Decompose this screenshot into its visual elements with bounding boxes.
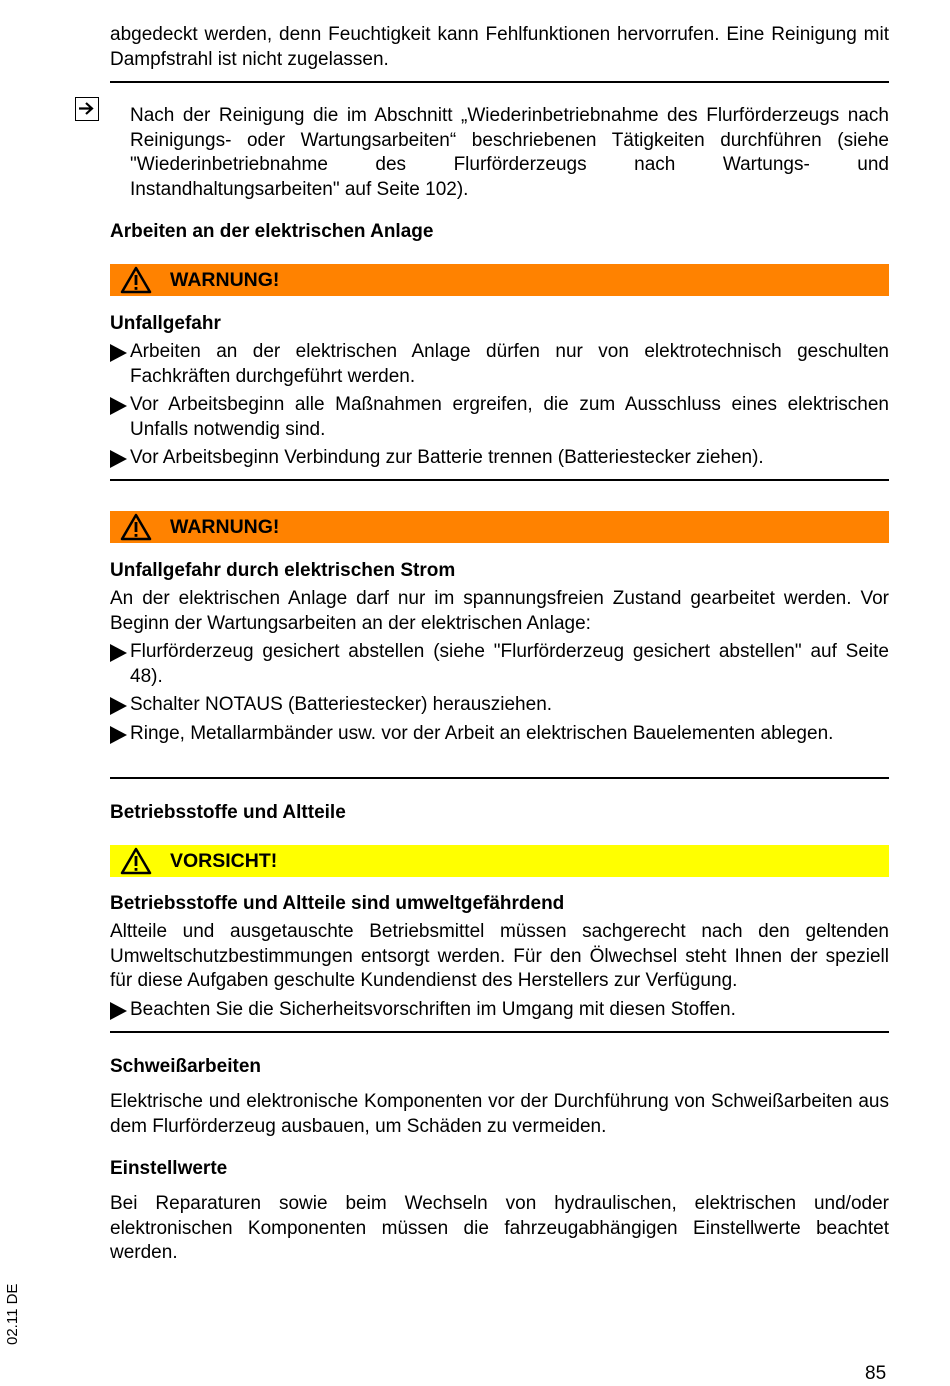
bullet-item: Ringe, Metallarmbänder usw. vor der Arbeit an elektrischen Bauelementen ablegen. <box>110 722 889 747</box>
bullet-item: Schalter NOTAUS (Batteriestecker) herausziehen. <box>110 693 889 718</box>
warning-triangle-icon <box>120 266 152 294</box>
settings-text: Bei Reparaturen sowie beim Wechseln von hydraulischen, elektrischen und/oder elektronischen Komponenten müssen die fahrzeugabhängigen Einstellwerte beachtet werden. <box>110 1193 889 1263</box>
intro-block <box>110 23 889 72</box>
bullet-arrow-icon <box>110 1002 127 1020</box>
divider <box>110 1031 889 1033</box>
caution-body <box>110 892 889 1022</box>
intro-paragraph: abgedeckt werden, denn Feuchtigkeit kann Fehlfunktionen hervorrufen. Eine Reinigung mit Dampfstrahl ist nicht zugelassen. <box>110 24 889 70</box>
section-heading-electrical: Arbeiten an der elektrischen Anlage <box>110 221 434 242</box>
caution-title: Betriebsstoffe und Altteile sind umweltgefährdend <box>110 893 565 914</box>
bullet-item: Flurförderzeug gesichert abstellen (siehe "Flurförderzeug gesichert abstellen" auf Seite 48). <box>110 640 889 689</box>
warning-triangle-icon <box>120 513 152 541</box>
edition-label: 02.11 DE <box>4 1283 21 1345</box>
section-welding <box>110 1055 889 1139</box>
section-heading-welding: Schweißarbeiten <box>110 1056 261 1077</box>
divider <box>110 479 889 481</box>
bullet-arrow-icon <box>110 697 127 715</box>
bullet-item: Beachten Sie die Sicherheitsvorschriften im Umgang mit diesen Stoffen. <box>110 998 889 1023</box>
caution-label: VORSICHT! <box>170 849 278 872</box>
page-number: 85 <box>865 1363 887 1384</box>
bullet-arrow-icon <box>110 644 127 662</box>
bullet-item: Vor Arbeitsbeginn alle Maßnahmen ergreifen, die zum Ausschluss eines elektrischen Unfalls notwendig sind. <box>110 393 889 442</box>
warning-title: Unfallgefahr <box>110 313 221 334</box>
section-settings <box>110 1157 889 1266</box>
warning-text: An der elektrischen Anlage darf nur im spannungsfreien Zustand gearbeitet werden. Vor Beginn der Wartungsarbeiten an der elektrischen Anlage: <box>110 588 889 634</box>
note-block <box>130 104 889 202</box>
divider <box>110 81 889 83</box>
bullet-item: Arbeiten an der elektrischen Anlage dürfen nur von elektrotechnisch geschulten Fachkräften durchgeführt werden. <box>110 340 889 389</box>
warning-label: WARNUNG! <box>170 268 280 291</box>
bullet-arrow-icon <box>110 397 127 415</box>
warning-banner <box>110 264 889 296</box>
warning-banner <box>110 511 889 543</box>
section-heading-fluids: Betriebsstoffe und Altteile <box>110 802 346 823</box>
caution-banner <box>110 845 889 877</box>
bullet-arrow-icon <box>110 726 127 744</box>
caution-text: Altteile und ausgetauschte Betriebsmittel müssen sachgerecht nach den geltenden Umweltschutzbestimmungen entsorgt werden. Für den Ölwechsel steht Ihnen der speziell für diese Aufgaben geschulte Kundendienst des Herstellers zur Verfügung. <box>110 921 889 991</box>
warning-label: WARNUNG! <box>170 515 280 538</box>
warning-body <box>110 559 889 746</box>
note-text: Nach der Reinigung die im Abschnitt „Wiederinbetriebnahme des Flurförderzeugs nach Reinigungs- oder Wartungsarbeiten“ beschriebenen Tätigkeiten durchführen (siehe "Wiederinbetriebnahme des Flurförderzeugs nach Wartungs- und Instandhaltungsarbeiten" auf Seite 102). <box>130 105 889 200</box>
bullet-arrow-icon <box>110 344 127 362</box>
bullet-arrow-icon <box>110 450 127 468</box>
section-heading-settings: Einstellwerte <box>110 1158 228 1179</box>
bullet-item: Vor Arbeitsbeginn Verbindung zur Batterie trennen (Batteriestecker ziehen). <box>110 446 889 471</box>
warning-title: Unfallgefahr durch elektrischen Strom <box>110 560 456 581</box>
welding-text: Elektrische und elektronische Komponenten vor der Durchführung von Schweißarbeiten aus dem Flurförderzeug ausbauen, um Schäden zu vermeiden. <box>110 1091 889 1137</box>
divider <box>110 777 889 779</box>
arrow-right-icon <box>75 97 99 121</box>
warning-triangle-icon <box>120 847 152 875</box>
warning-body <box>110 312 889 471</box>
